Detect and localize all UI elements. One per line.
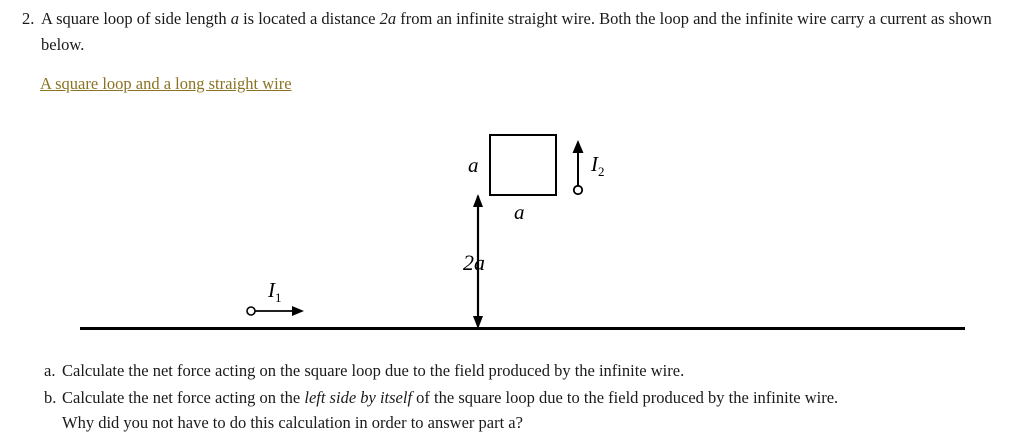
figure-vector-layer: [0, 110, 1024, 335]
wire-current-arrow-head: [292, 306, 304, 316]
part-a-label: a.: [44, 361, 56, 380]
part-b-label: b.: [44, 387, 57, 407]
label-current-I1-sub: 1: [275, 290, 282, 306]
distance-arrow-head-up: [473, 194, 483, 207]
problem-text: [41, 6, 1007, 57]
part-b-text: [62, 385, 1004, 411]
label-current-I1-main: I: [268, 278, 275, 302]
infinite-wire-line: [80, 327, 965, 330]
wire-current-origin-dot: [247, 307, 255, 315]
part-b-line1-pre: Calculate the net force acting on the: [62, 387, 305, 407]
part-a: [44, 358, 1004, 384]
problem-parts: [44, 358, 1004, 437]
part-b-emphasis: left side by itself: [304, 387, 413, 407]
problem-var-a: a: [230, 9, 239, 28]
figure-diagram: [0, 110, 1024, 335]
part-a-text: [62, 358, 1004, 384]
problem-var-2a: 2a: [379, 9, 397, 28]
part-b-line1-post: of the square loop due to the field produced by the infinite wire.: [412, 387, 839, 407]
label-distance-2a: 2a: [463, 250, 485, 275]
part-b-text-line2: Why did you not have to do this calculation in order to answer part a?: [62, 413, 523, 433]
loop-current-origin-dot: [574, 186, 582, 194]
label-side-left: a: [468, 153, 479, 177]
part-a-line1-pre: Calculate the net force acting on the square loop due to the field produced by the infinite wire.: [62, 361, 685, 380]
label-current-I2-sub: 2: [598, 164, 605, 180]
figure-caption-link[interactable]: A square loop and a long straight wire: [40, 74, 292, 93]
problem-number: 2.: [22, 9, 35, 28]
part-b: [44, 385, 1004, 436]
problem-statement: [22, 6, 1007, 57]
loop-current-arrow-head: [573, 140, 584, 153]
label-current-I2-main: I: [591, 152, 598, 176]
problem-text-part2: is located a distance: [238, 9, 380, 28]
label-side-bottom: a: [514, 200, 525, 224]
problem-text-part1: A square loop of side length: [41, 9, 231, 28]
problem-text-part3: from an infinite straight wire. Both the loop and the infinite wire carry a current as shown below.: [41, 9, 992, 54]
